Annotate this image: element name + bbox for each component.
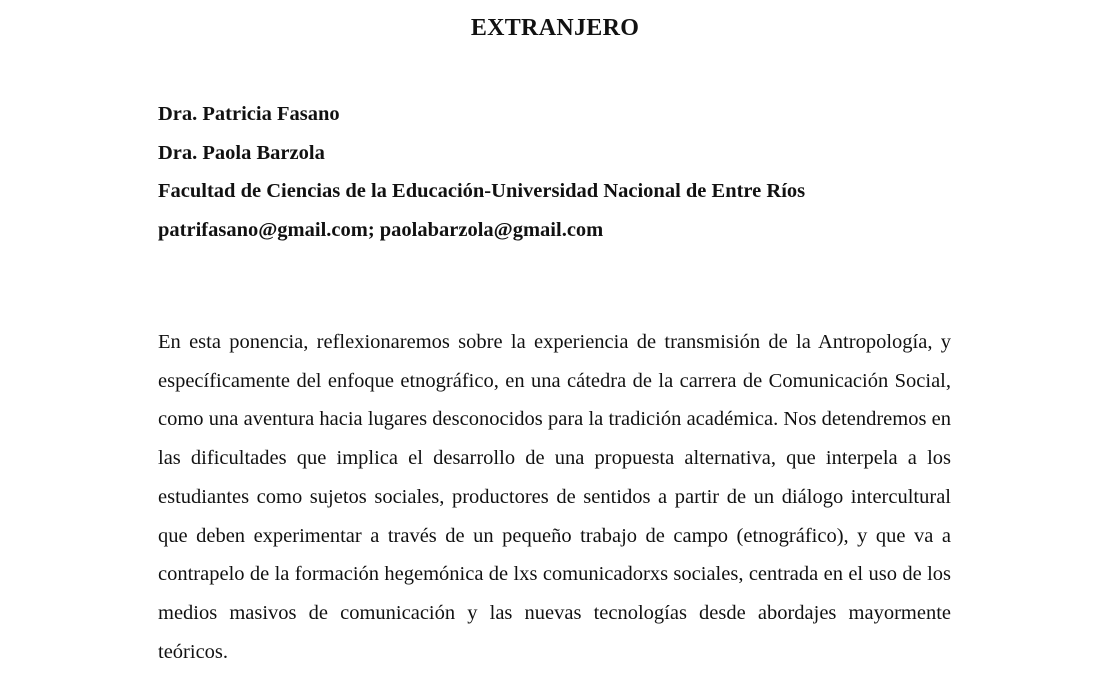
- document-title: EXTRANJERO: [470, 15, 640, 41]
- abstract-paragraph: En esta ponencia, reflexionaremos sobre la experiencia de transmisión de la Antropología, y específicamente del enfoque etnográfico, en una cátedra de la carrera de Comunicación Social, como una aventura hacia lugares desconocidos para la tradición académica. Nos detendremos en las dificultades que implica el desarrollo de una propuesta alternativa, que interpela a los estudiantes como sujetos sociales, productores de sentidos a partir de un diálogo intercultural que deben experimentar a través de un pequeño trabajo de campo (etnográfico), y que va a contrapelo de la formación hegemónica de lxs comunicadorxs sociales, centrada en el uso de los medios masivos de comunicación y las nuevas tecnologías desde abordajes mayormente teóricos.: [158, 331, 951, 663]
- author-affiliation: Facultad de Ciencias de la Educación-Universidad Nacional de Entre Ríos: [158, 180, 806, 202]
- author-name-1: Dra. Patricia Fasano: [158, 103, 340, 125]
- author-name-2: Dra. Paola Barzola: [158, 141, 325, 164]
- abstract-block: [158, 323, 951, 671]
- author-block: [158, 95, 1058, 249]
- author-emails: patrifasano@gmail.com; paolabarzola@gmail.com: [158, 218, 604, 241]
